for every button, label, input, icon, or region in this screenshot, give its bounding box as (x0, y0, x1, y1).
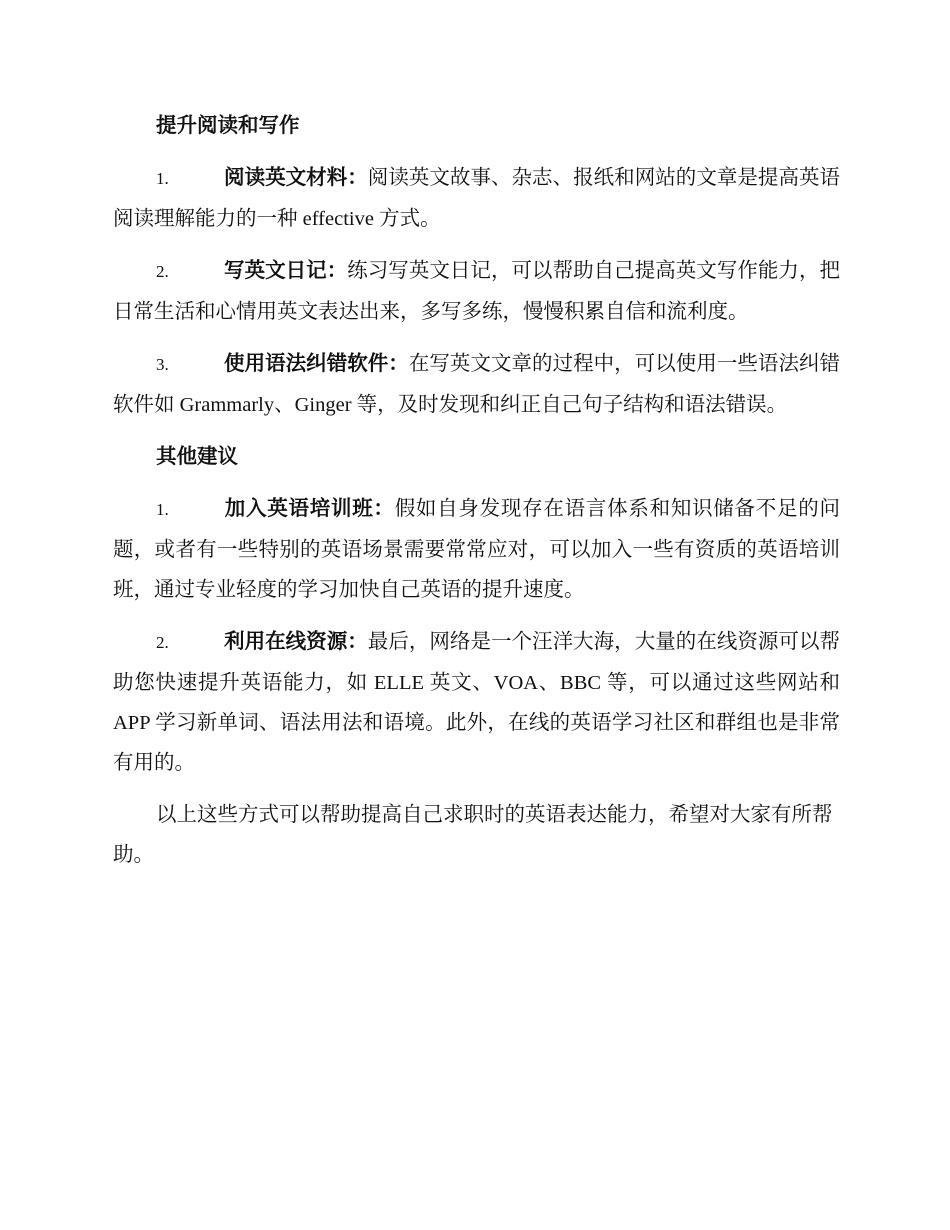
list-item-text: 练习写英文日记，可以帮助自己提高英文写作能力，把日常生活和心情用英文表达出来，多写多练，慢慢积累自信和流利度。 (113, 260, 840, 323)
closing-paragraph: 以上这些方式可以帮助提高自己求职时的英语表达能力，希望对大家有所帮助。 (113, 804, 833, 866)
list-number: 1. (156, 169, 169, 188)
list-item-text: 最后，网络是一个汪洋大海，大量的在线资源可以帮助您快速提升英语能力，如 ELLE 英文、VOA、BBC 等，可以通过这些网站和 APP 学习新单词、语法用法和语境。此外，在线的英语学习社区和群组也是非常有用的。 (113, 631, 841, 774)
list-item-title: 加入英语培训班： (224, 498, 395, 520)
list-number: 2. (156, 633, 169, 652)
section-heading: 其他建议 (156, 446, 238, 468)
list-item (113, 158, 840, 239)
list-item (113, 489, 840, 610)
list-item-title: 写英文日记： (224, 260, 348, 282)
document-body (113, 106, 840, 875)
list-item-text: 阅读英文故事、杂志、报纸和网站的文章是提高英语阅读理解能力的一种 effective 方式。 (113, 167, 841, 230)
list-item (113, 251, 840, 332)
list-item-title: 阅读英文材料： (224, 167, 368, 189)
list-number: 2. (156, 262, 169, 281)
section-heading: 提升阅读和写作 (156, 115, 300, 137)
list-number: 1. (156, 500, 169, 519)
list-item-title: 利用在线资源： (224, 631, 368, 653)
list-item (113, 622, 840, 783)
list-item-title: 使用语法纠错软件： (224, 353, 409, 375)
list-item (113, 344, 840, 425)
list-item-text: 在写英文文章的过程中，可以使用一些语法纠错软件如 Grammarly、Ginger 等，及时发现和纠正自己句子结构和语法错误。 (113, 353, 841, 416)
list-number: 3. (156, 355, 169, 374)
list-item-text: 假如自身发现存在语言体系和知识储备不足的问题，或者有一些特别的英语场景需要常常应对，可以加入一些有资质的英语培训班，通过专业轻度的学习加快自己英语的提升速度。 (113, 498, 841, 601)
